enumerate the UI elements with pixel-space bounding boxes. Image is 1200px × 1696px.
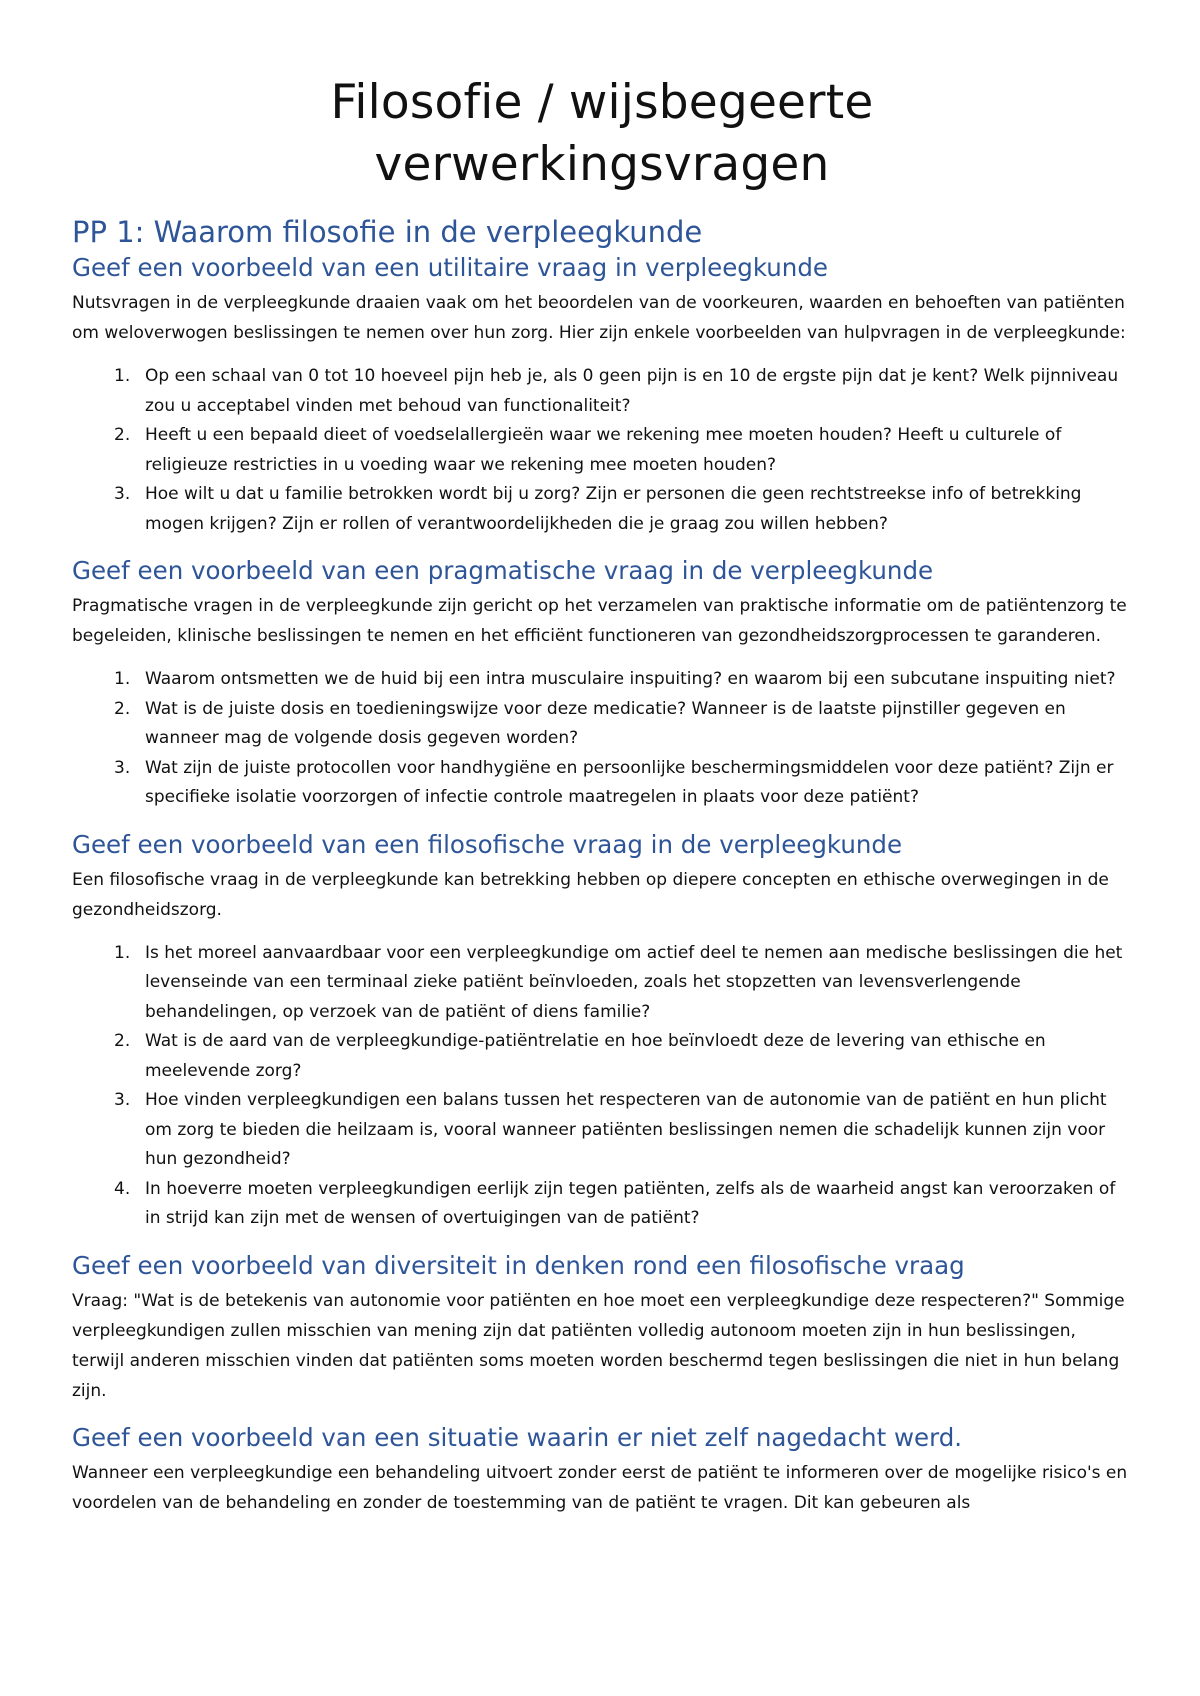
section-intro: Pragmatische vragen in de verpleegkunde zijn gericht op het verzamelen van praktische informatie om de patiëntenzorg te begeleiden, klinische beslissingen te nemen en het efficiënt functioneren van gezondheidszorgprocessen te garanderen. — [72, 596, 1127, 646]
heading-pp1: PP 1: Waarom filosofie in de verpleegkunde — [72, 215, 703, 249]
list-number: 3. — [114, 757, 131, 778]
list-number: 3. — [114, 484, 131, 504]
list-number: 2. — [114, 1031, 131, 1051]
list-item — [72, 754, 1132, 813]
list-number: 1. — [114, 366, 131, 386]
list-item — [72, 939, 1132, 1028]
list-text: Wat zijn de juiste protocollen voor handhygiëne en persoonlijke beschermingsmiddelen voor deze patiënt? Zijn er specifieke isolatie voorzorgen of infectie controle maatregelen in plaats voor deze patiënt? — [145, 757, 1114, 807]
section-intro: Nutsvragen in de verpleegkunde draaien vaak om het beoordelen van de voorkeuren, waarden en behoeften van patiënten om weloverwogen beslissingen te nemen over hun zorg. Hier zijn enkele voorbeelden van hulpvragen in de verpleegkunde: — [72, 293, 1126, 343]
section-filosofische-vraag — [72, 829, 1132, 1234]
section-heading: Geef een voorbeeld van een situatie waarin er niet zelf nagedacht werd. — [72, 1422, 963, 1452]
list-number: 2. — [114, 698, 131, 719]
list-number: 1. — [114, 669, 131, 689]
list-item — [72, 1086, 1132, 1175]
numbered-list — [72, 362, 1132, 539]
list-text: Wat is de juiste dosis en toedieningswijze voor deze medicatie? Wanneer is de laatste pijnstiller gegeven en wanneer mag de volgende dosis gegeven worden? — [145, 698, 1066, 748]
list-text: Hoe wilt u dat u familie betrokken wordt bij u zorg? Zijn er personen die geen rechtstreekse info of betrekking mogen krijgen? Zijn er rollen of verantwoordelijkheden die je graag zou willen hebben? — [145, 484, 1082, 534]
list-item — [72, 1027, 1132, 1086]
section-diversiteit-in-denken — [72, 1250, 1132, 1406]
section-intro: Een filosofische vraag in de verpleegkunde kan betrekking hebben op diepere concepten en ethische overwegingen in de gezondheidszorg. — [72, 869, 1109, 920]
list-text: In hoeverre moeten verpleegkundigen eerlijk zijn tegen patiënten, zelfs als de waarheid angst kan veroorzaken of in strijd kan zijn met de wensen of overtuigingen van de patiënt? — [145, 1178, 1116, 1228]
section-heading: Geef een voorbeeld van diversiteit in denken rond een filosofische vraag — [72, 1250, 965, 1280]
list-text: Is het moreel aanvaardbaar voor een verpleegkundige om actief deel te nemen aan medische beslissingen die het levenseinde van een terminaal zieke patiënt beïnvloeden, zoals het stopzetten van levensverlengende behandelingen, op verzoek van de patiënt of diens familie? — [145, 942, 1123, 1022]
section-intro: Vraag: "Wat is de betekenis van autonomie voor patiënten en hoe moet een verpleegkundige deze respecteren?" Sommige verpleegkundigen zullen misschien van mening zijn dat patiënten volledig autonoom moeten zijn in hun beslissingen, terwijl anderen misschien vinden dat patiënten soms moeten worden beschermd tegen beslissingen die niet in hun belang zijn. — [72, 1290, 1125, 1401]
numbered-list — [72, 665, 1132, 813]
section-pragmatische-vraag — [72, 555, 1132, 813]
list-item — [72, 1175, 1132, 1234]
list-item — [72, 665, 1132, 695]
section-niet-zelf-nagedacht — [72, 1422, 1132, 1518]
list-text: Hoe vinden verpleegkundigen een balans tussen het respecteren van de autonomie van de patiënt en hun plicht om zorg te bieden die heilzaam is, vooral wanneer patiënten beslissingen nemen die schadelijk kunnen zijn voor hun gezondheid? — [145, 1090, 1107, 1169]
list-number: 2. — [114, 425, 131, 445]
document-page — [72, 72, 1132, 1532]
section-utilitaire-vraag — [72, 252, 1132, 539]
list-text: Wat is de aard van de verpleegkundige-patiëntrelatie en hoe beïnvloedt deze de levering van ethische en meelevende zorg? — [145, 1031, 1046, 1081]
list-item — [72, 421, 1132, 480]
list-text: Op een schaal van 0 tot 10 hoeveel pijn heb je, als 0 geen pijn is en 10 de ergste pijn dat je kent? Welk pijnniveau zou u acceptabel vinden met behoud van functionaliteit? — [145, 366, 1119, 416]
section-intro: Wanneer een verpleegkundige een behandeling uitvoert zonder eerst de patiënt te informeren over de mogelijke risico's en voordelen van de behandeling en zonder de toestemming van de patiënt te vragen. Dit kan gebeuren als — [72, 1462, 1128, 1513]
list-number: 4. — [114, 1178, 131, 1199]
section-heading: Geef een voorbeeld van een utilitaire vraag in verpleegkunde — [72, 253, 828, 282]
list-text: Heeft u een bepaald dieet of voedselallergieën waar we rekening mee moeten houden? Heeft u culturele of religieuze restricties in u voeding waar we rekening mee moeten houden? — [145, 425, 1062, 475]
list-number: 1. — [114, 942, 131, 963]
title-line-1: Filosofie / wijsbegeerte — [330, 75, 874, 130]
list-item — [72, 480, 1132, 539]
list-text: Waarom ontsmetten we de huid bij een intra musculaire inspuiting? en waarom bij een subcutane inspuiting niet? — [145, 669, 1116, 689]
title-line-2: verwerkingsvragen — [374, 137, 830, 192]
list-item — [72, 362, 1132, 421]
document-title — [72, 72, 1132, 196]
numbered-list — [72, 939, 1132, 1234]
section-heading: Geef een voorbeeld van een pragmatische vraag in de verpleegkunde — [72, 556, 934, 585]
section-heading: Geef een voorbeeld van een filosofische vraag in de verpleegkunde — [72, 829, 903, 859]
list-item — [72, 695, 1132, 754]
list-number: 3. — [114, 1090, 131, 1110]
